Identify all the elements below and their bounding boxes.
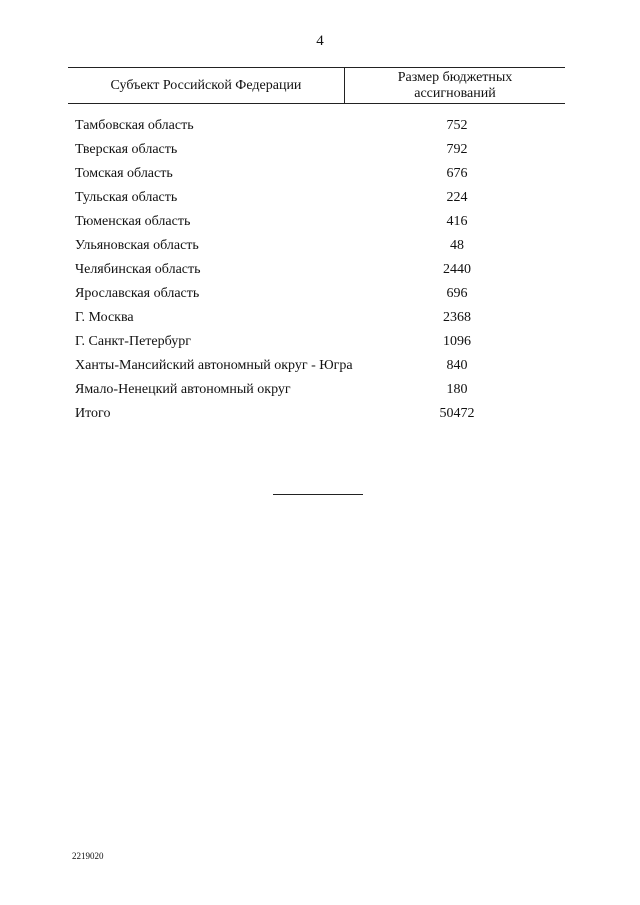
document-code: 2219020 [72, 851, 104, 861]
row-value: 416 [446, 214, 468, 229]
row-value: 676 [446, 166, 468, 181]
table-row [75, 237, 565, 255]
page-number: 4 [316, 33, 324, 49]
header-budget [345, 68, 565, 103]
table-row [75, 285, 565, 303]
row-subject: Томская область [75, 166, 173, 181]
table-body [75, 117, 565, 429]
header-budget-line2: ассигнований [414, 85, 496, 101]
row-subject: Тюменская область [75, 214, 191, 229]
row-value: 696 [446, 286, 468, 301]
row-value: 840 [446, 358, 468, 373]
row-subject: Тульская область [75, 190, 178, 205]
table-row [75, 117, 565, 135]
row-value: 752 [446, 118, 468, 133]
table-row [75, 165, 565, 183]
row-value: 2440 [443, 262, 471, 277]
table-row [75, 309, 565, 327]
row-subject: Ярославская область [75, 286, 200, 301]
row-subject: Челябинская область [75, 262, 201, 277]
row-value: 180 [446, 382, 468, 397]
header-subject: Субъект Российской Федерации [110, 77, 302, 93]
row-subject: Тверская область [75, 142, 178, 157]
row-subject: Ханты-Мансийский автономный округ - Югра [75, 358, 353, 373]
table-header [68, 67, 565, 104]
row-subject: Итого [75, 406, 111, 421]
row-subject: Г. Москва [75, 310, 134, 325]
row-subject: Ульяновская область [75, 238, 199, 253]
table-row-total [75, 405, 565, 423]
row-subject: Тамбовская область [75, 118, 194, 133]
table-row [75, 261, 565, 279]
header-budget-line1: Размер бюджетных [397, 69, 513, 85]
row-subject: Ямало-Ненецкий автономный округ [75, 382, 291, 397]
row-subject: Г. Санкт-Петербург [75, 334, 191, 349]
row-value: 48 [450, 238, 464, 253]
row-value: 2368 [443, 310, 471, 325]
table-row [75, 213, 565, 231]
table-row [75, 333, 565, 351]
row-value: 50472 [439, 406, 475, 421]
row-value: 792 [446, 142, 468, 157]
table-row [75, 381, 565, 399]
table-row [75, 189, 565, 207]
row-value: 1096 [443, 334, 471, 349]
row-value: 224 [446, 190, 468, 205]
table-row [75, 357, 565, 375]
end-rule [273, 494, 363, 495]
table-row [75, 141, 565, 159]
